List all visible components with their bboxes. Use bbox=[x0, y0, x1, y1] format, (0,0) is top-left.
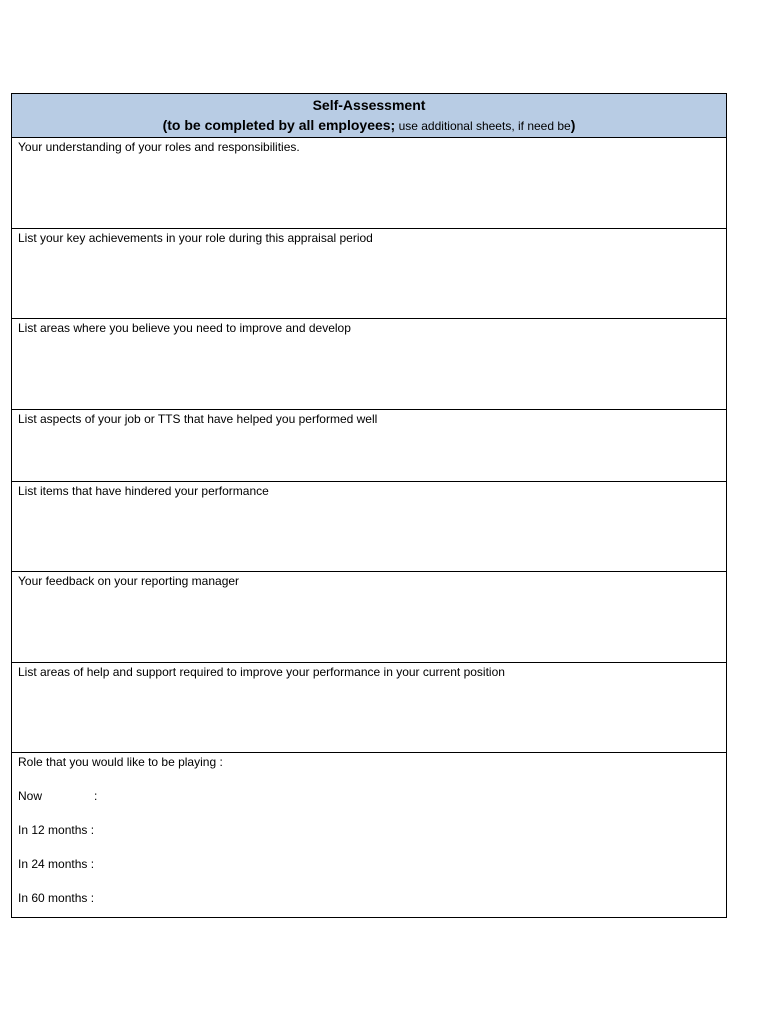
months-60-label: In 60 months : bbox=[18, 891, 95, 905]
field-label: List your key achievements in your role during this appraisal period bbox=[18, 231, 373, 245]
field-label: Your understanding of your roles and responsibilities. bbox=[18, 140, 300, 154]
field-label: List areas of help and support required to improve your performance in your current position bbox=[18, 665, 505, 679]
months-24-label: In 24 months : bbox=[18, 857, 95, 871]
form-header bbox=[12, 94, 726, 138]
future-role-now[interactable] bbox=[18, 788, 720, 804]
field-hindered-performance[interactable] bbox=[12, 482, 726, 572]
future-role-24-months[interactable] bbox=[18, 856, 720, 872]
subtitle-note: use additional sheets, if need be bbox=[395, 119, 571, 133]
field-manager-feedback[interactable] bbox=[12, 572, 726, 663]
future-role-12-months[interactable] bbox=[18, 822, 720, 838]
field-label: List areas where you believe you need to improve and develop bbox=[18, 321, 351, 335]
subtitle-close: ) bbox=[570, 117, 576, 133]
field-label: List items that have hindered your performance bbox=[18, 484, 269, 498]
field-label: List aspects of your job or TTS that have helped you performed well bbox=[18, 412, 378, 426]
field-future-role[interactable] bbox=[12, 753, 726, 917]
form-subtitle bbox=[12, 115, 726, 137]
field-roles-responsibilities[interactable] bbox=[12, 138, 726, 229]
future-role-label: Role that you would like to be playing : bbox=[18, 755, 223, 769]
field-label: Your feedback on your reporting manager bbox=[18, 574, 240, 588]
self-assessment-form bbox=[11, 93, 727, 918]
field-help-support[interactable] bbox=[12, 663, 726, 753]
field-improve-develop[interactable] bbox=[12, 319, 726, 410]
form-title: Self-Assessment bbox=[312, 97, 426, 113]
future-role-lines bbox=[18, 788, 720, 906]
now-colon: : bbox=[94, 789, 98, 803]
future-role-60-months[interactable] bbox=[18, 890, 720, 906]
subtitle-main: (to be completed by all employees; bbox=[162, 117, 396, 133]
months-12-label: In 12 months : bbox=[18, 823, 95, 837]
field-key-achievements[interactable] bbox=[12, 229, 726, 319]
now-label: Now bbox=[18, 789, 43, 803]
field-helped-perform[interactable] bbox=[12, 410, 726, 482]
